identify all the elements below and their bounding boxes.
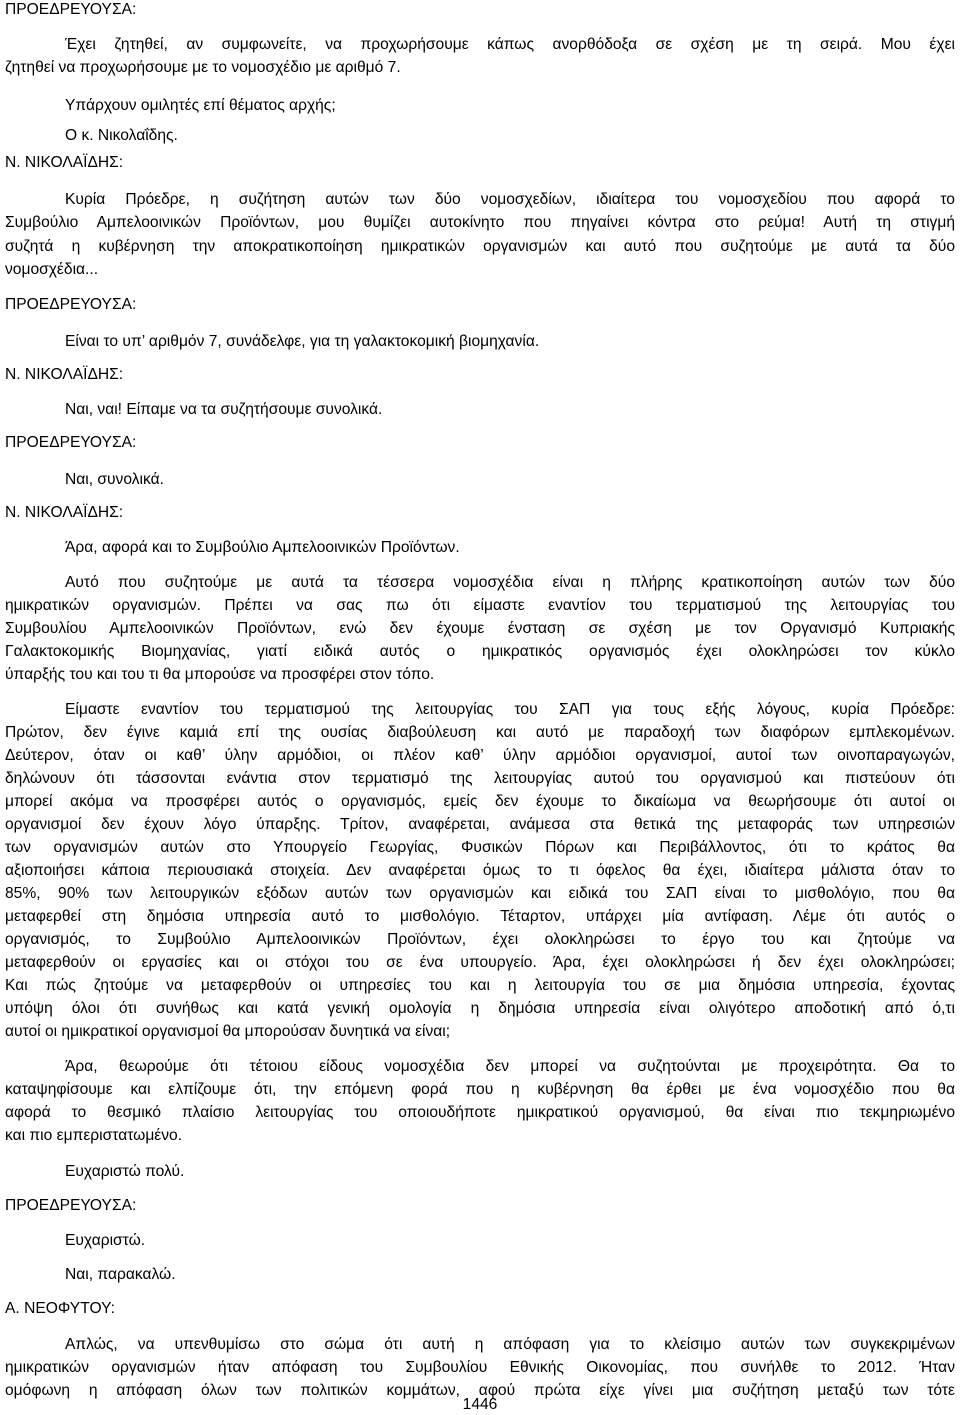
speaker-label: Ν. ΝΙΚΟΛΑΪΔΗΣ: xyxy=(5,504,124,521)
speaker-label: ΠΡΟΕΔΡΕΥΟΥΣΑ: xyxy=(5,1197,137,1214)
paragraph-line: Άρα, αφορά και το Συμβούλιο Αμπελοοινικών Προϊόντων. xyxy=(65,539,460,556)
paragraph-line: μπορεί ακόμα να προσφέρει αυτός ο οργανισμός, εμείς δεν έχουμε το δικαίωμα να θεωρήσουμε ότι αυτοί οι xyxy=(5,793,955,810)
paragraph-line: Αυτό που συζητούμε με αυτά τα τέσσερα νομοσχέδια είναι η πλήρης κρατικοποίηση αυτών των δύο xyxy=(65,574,955,591)
paragraph-line: υπόψη όλοι ότι συνήθως και κατά γενική ομολογία η δημόσια υπηρεσία είναι ολιγότερο αποδοτική από ό,τι xyxy=(5,1000,955,1017)
speaker-label: ΠΡΟΕΔΡΕΥΟΥΣΑ: xyxy=(5,1,137,18)
paragraph-line: Είμαστε εναντίον του τερματισμού της λειτουργίας του ΣΑΠ για τους εξής λόγους, κυρία Πρόεδρε: xyxy=(65,701,955,718)
paragraph-line: Ευχαριστώ πολύ. xyxy=(65,1163,185,1180)
speaker-label: Ν. ΝΙΚΟΛΑΪΔΗΣ: xyxy=(5,154,124,171)
paragraph-line: Ο κ. Νικολαΐδης. xyxy=(65,127,178,144)
paragraph-line: νομοσχέδια... xyxy=(5,261,99,278)
paragraph-line: αξιοποιήσει κάποια περιουσιακά στοιχεία. Δεν αναφέρεται όμως το τι όφελος θα έχει, ιδιαίτερα μάλιστα όταν το xyxy=(5,862,955,879)
speaker-label: Ν. ΝΙΚΟΛΑΪΔΗΣ: xyxy=(5,366,124,383)
paragraph-line: Ναι, παρακαλώ. xyxy=(65,1266,176,1283)
paragraph-line: Συμβουλίου Αμπελοοινικών Προϊόντων, ενώ δεν έχουμε ένσταση σε σχέση με τον Οργανισμό Κυπριακής xyxy=(5,620,955,637)
paragraph-line: καταψηφίσουμε και ελπίζουμε ότι, την επόμενη φορά που η κυβέρνηση θα έρθει με ένα νομοσχέδιο που θα xyxy=(5,1081,955,1098)
paragraph-line: αφορά το θεσμικό πλαίσιο λειτουργίας του οποιουδήποτε ημικρατικού οργανισμού, θα είναι πιο τεκμηριωμένο xyxy=(5,1104,955,1121)
paragraph-line: ομόφωνη η απόφαση όλων των πολιτικών κομμάτων, αφού πρώτα είχε γίνει μια συζήτηση μεταξύ των τότε xyxy=(5,1382,955,1399)
speaker-label: ΠΡΟΕΔΡΕΥΟΥΣΑ: xyxy=(5,434,137,451)
paragraph-line: Απλώς, να υπενθυμίσω στο σώμα ότι αυτή η απόφαση για το κλείσιμο αυτών των συγκεκριμένων xyxy=(65,1336,955,1353)
paragraph-line: μεταφερθεί στη δημόσια υπηρεσία αυτό το μισθολόγιο. Τέταρτον, υπάρχει μία αντίφαση. Λέμε ότι αυτός ο xyxy=(5,908,955,925)
paragraph-line: οργανισμοί δεν έχουν λόγο ύπαρξης. Τρίτον, αναφέρεται, ανάμεσα στα θετικά της μεταφοράς των υπηρεσιών xyxy=(5,816,955,833)
speaker-label: Α. ΝΕΟΦΥΤΟΥ: xyxy=(5,1300,115,1317)
paragraph-line: συζητά η κυβέρνηση την αποκρατικοποίηση ημικρατικών οργανισμών και αυτό που συζητούμε με αυτά τα δύο xyxy=(5,238,955,255)
paragraph-line: ύπαρξής του και του τι θα μπορούσε να προσφέρει στον τόπο. xyxy=(5,666,435,683)
paragraph-line: 85%, 90% των λειτουργικών εξόδων αυτών των οργανισμών και ειδικά του ΣΑΠ είναι το μισθολόγιο, που θα xyxy=(5,885,955,902)
paragraph-line: δηλώνουν ότι τάσσονται ενάντια στον τερματισμό της λειτουργίας αυτού του οργανισμού και πιστεύουν ότι xyxy=(5,770,955,787)
paragraph-line: Πρώτον, δεν έγινε καμιά επί της ουσίας διαβούλευση και αυτό με παραδοχή των διαφόρων εμπλεκομένων. xyxy=(5,724,955,741)
paragraph-line: Έχει ζητηθεί, αν συμφωνείτε, να προχωρήσουμε κάπως ανορθόδοξα σε σχέση με τη σειρά. Μου έχει xyxy=(65,36,955,53)
paragraph-line: Είναι το υπ’ αριθμόν 7, συνάδελφε, για τη γαλακτοκομική βιομηχανία. xyxy=(65,333,540,350)
paragraph-line: Γαλακτοκομικής Βιομηχανίας, γιατί ειδικά αυτός ο ημικρατικός οργανισμός έχει ολοκληρώσει τον κύκλο xyxy=(5,643,955,660)
paragraph-line: Συμβούλιο Αμπελοοινικών Προϊόντων, μου θυμίζει αυτοκίνητο που πηγαίνει κόντρα στο ρεύμα! Αυτή τη στιγμή xyxy=(5,214,955,231)
page-number: 1446 xyxy=(462,1396,498,1413)
paragraph-line: Ναι, ναι! Είπαμε να τα συζητήσουμε συνολικά. xyxy=(65,401,383,418)
paragraph-line: οργανισμός, το Συμβούλιο Αμπελοοινικών Προϊόντων, έχει ολοκληρώσει το έργο του και ζητούμε να xyxy=(5,931,955,948)
paragraph-line: ημικρατικών οργανισμών. Πρέπει να σας πω ότι είμαστε εναντίον του τερματισμού της λειτουργίας του xyxy=(5,597,955,614)
paragraph-line: των οργανισμών αυτών στο Υπουργείο Γεωργίας, Φυσικών Πόρων και Περιβάλλοντος, ότι το κράτος θα xyxy=(5,839,955,856)
paragraph-line: αυτοί οι ημικρατικοί οργανισμοί θα μπορούσαν δυνητικά να είναι; xyxy=(5,1023,451,1040)
paragraph-line: Ευχαριστώ. xyxy=(65,1232,146,1249)
paragraph-line: Υπάρχουν ομιλητές επί θέματος αρχής; xyxy=(65,97,336,114)
paragraph-line: ζητηθεί να προχωρήσουμε με το νομοσχέδιο με αριθμό 7. xyxy=(5,59,401,76)
paragraph-line: ημικρατικών οργανισμών ήταν απόφαση του Συμβουλίου Εθνικής Οικονομίας, που συνήλθε το 2012. Ήταν xyxy=(5,1359,955,1376)
paragraph-line: Δεύτερον, όταν οι καθ’ ύλην αρμόδιοι, οι πλέον καθ’ ύλην αρμόδιοι οργανισμοί, αυτοί των οινοπαραγωγών, xyxy=(5,747,955,764)
paragraph-line: Κυρία Πρόεδρε, η συζήτηση αυτών των δύο νομοσχεδίων, ιδιαίτερα του νομοσχεδίου που αφορά το xyxy=(65,191,955,208)
paragraph-line: και πιο εμπεριστατωμένο. xyxy=(5,1127,183,1144)
paragraph-line: Ναι, συνολικά. xyxy=(65,471,164,488)
paragraph-line: Άρα, θεωρούμε ότι τέτοιου είδους νομοσχέδια δεν μπορεί να συζητούνται με προχειρότητα. Θα το xyxy=(65,1058,955,1075)
paragraph-line: Και πώς ζητούμε να μεταφερθούν οι υπηρεσίες του και η λειτουργία του σε μια δημόσια υπηρεσία, έχοντας xyxy=(5,977,955,994)
paragraph-line: μεταφερθούν οι εργασίες και οι στόχοι του σε ένα υπουργείο. Άρα, έχει ολοκληρώσει ή δεν έχει ολοκληρώσει; xyxy=(5,954,955,971)
speaker-label: ΠΡΟΕΔΡΕΥΟΥΣΑ: xyxy=(5,296,137,313)
